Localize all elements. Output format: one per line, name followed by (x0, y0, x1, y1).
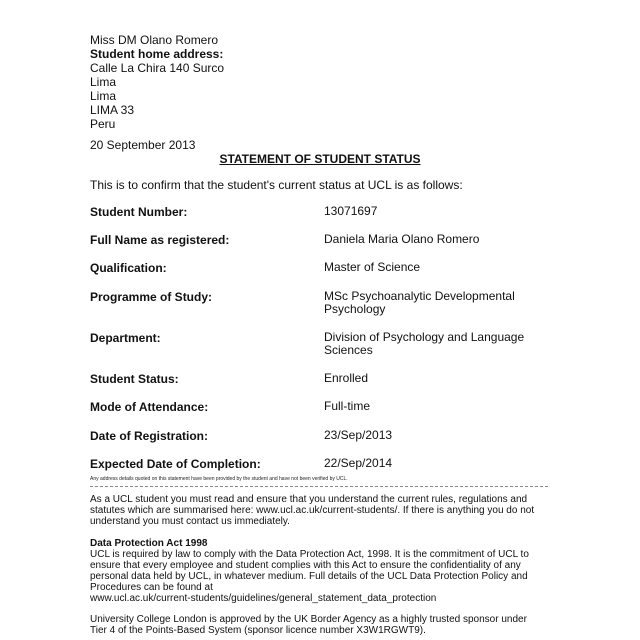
document-title: STATEMENT OF STUDENT STATUS (219, 152, 421, 166)
address-heading: Student home address: (90, 47, 224, 61)
data-protection-body: UCL is required by law to comply with the Data Protection Act, 1998. It is the commitment of UCL to ensure that every employee and student complies with this Act to ensure the confidentiality of any personal data held by UCL, in whatever medium. Full details of the UCL Data Protection Policy and Procedures can be found at (90, 549, 529, 593)
intro-text: This is to confirm that the student's current status at UCL is as follows: (90, 178, 463, 192)
address-block (90, 33, 224, 131)
field-value: 13071697 (324, 204, 378, 218)
field-label: Student Status: (90, 372, 179, 386)
field-value: 23/Sep/2013 (324, 428, 393, 442)
address-line: Lima (90, 89, 117, 103)
address-line: LIMA 33 (90, 103, 135, 117)
field-label: Mode of Attendance: (90, 400, 209, 414)
field-label: Qualification: (90, 261, 167, 275)
address-line: Peru (90, 117, 116, 131)
field-value: Master of Science (324, 260, 421, 274)
field-value: Enrolled (324, 371, 369, 385)
field-value: Full-time (324, 399, 371, 413)
sponsor-paragraph: University College London is approved by the UK Border Agency as a highly trusted sponsor under Tier 4 of the Points-Based System (sponsor licence number X3W1RGWT9). (90, 614, 527, 636)
address-line: Calle La Chira 140 Surco (90, 61, 225, 75)
field-value: 22/Sep/2014 (324, 456, 393, 470)
divider (90, 486, 548, 487)
field-value: Daniela Maria Olano Romero (324, 232, 480, 246)
field-label: Expected Date of Completion: (90, 457, 261, 471)
field-label: Date of Registration: (90, 429, 209, 443)
address-line: Lima (90, 75, 117, 89)
field-label: Programme of Study: (90, 290, 213, 304)
field-label: Student Number: (90, 205, 188, 219)
rules-paragraph: As a UCL student you must read and ensure that you understand the current rules, regulations and statutes which are summarised here: www.ucl.ac.uk/current-students/. If there is anything you do not understand you must contact us immediately. (90, 494, 535, 527)
field-label: Full Name as registered: (90, 233, 230, 247)
data-protection-section (90, 538, 540, 604)
recipient-name: Miss DM Olano Romero (90, 33, 219, 47)
data-protection-heading: Data Protection Act 1998 (90, 538, 208, 549)
letter-date: 20 September 2013 (90, 138, 196, 152)
field-value: Division of Psychology and Language Sciences (324, 330, 525, 357)
data-protection-url: www.ucl.ac.uk/current-students/guidelines/general_statement_data_protection (90, 593, 437, 604)
address-footnote: Any address details quoted on this statement have been provided by the student and have not been verified by UCL. (90, 476, 348, 482)
field-value: MSc Psychoanalytic Developmental Psychology (324, 289, 515, 316)
field-label: Department: (90, 331, 161, 345)
